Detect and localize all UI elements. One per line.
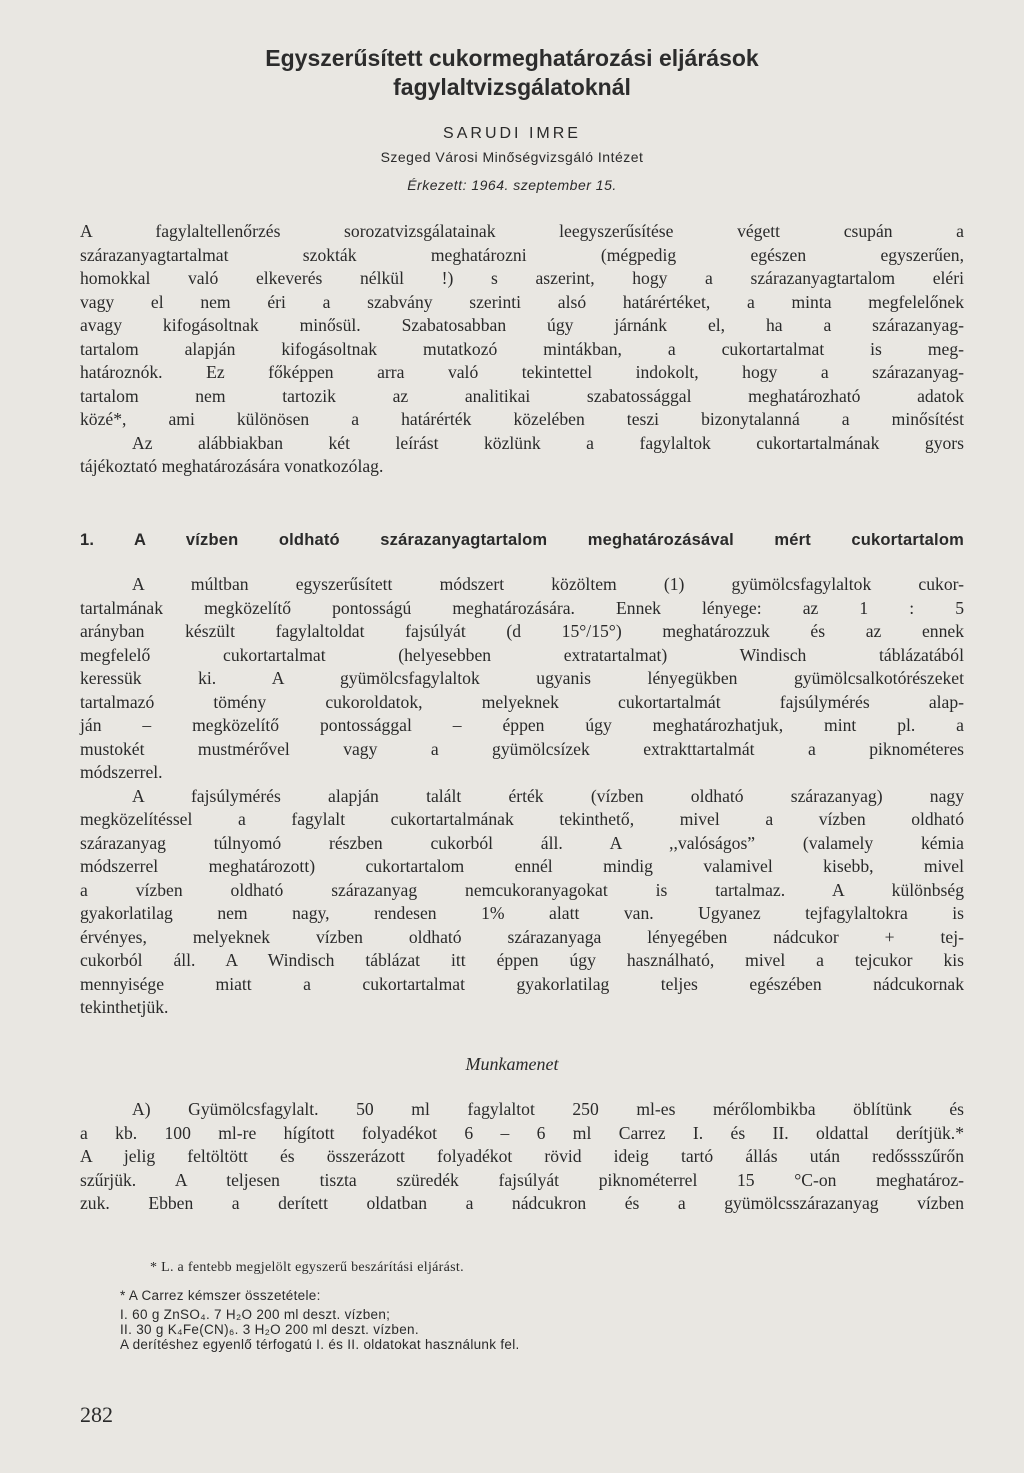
text-line: vagy el nem éri a szabvány szerinti alsó határértéket, a minta megfelelőnek [80,291,964,312]
text-line: szűrjük. A teljesen tiszta szüredék fajsúlyát piknométerrel 15 °C-on meghatároz- [80,1169,964,1190]
text-line: mustokét mustmérővel vagy a gyümölcsízek extrakttartalmát a piknométeres [80,738,964,759]
text-line: tájékoztató meghatározására vonatkozólag. [80,456,384,476]
page-number: 282 [80,1402,113,1427]
section-heading: 1. A vízben oldható szárazanyagtartalom meghatározásával mért cukortartalom [80,531,964,549]
method-paragraphs [80,1098,964,1216]
text-line: közé*, ami különösen a határérték közelében teszi bizonytalanná a minősítést [80,409,964,429]
footnote-2-line: II. 30 g K₄Fe(CN)₆. 3 H₂O 200 ml deszt. vízben. [120,1322,419,1337]
text-line: módszerrel meghatározott) cukortartalom ennél mindig valamivel kisebb, mivel [80,856,964,876]
text-line: A fajsúlymérés alapján talált érték (vízben oldható szárazanyag) nagy [132,785,964,806]
text-line: ján – megközelítő pontossággal – éppen úgy meghatározhatjuk, mint pl. a [80,715,964,735]
text-line: módszerrel. [80,762,163,782]
text-line: szárazanyag túlnyomó részben cukorból áll. A ,,valóságos” (valamely kémia [80,832,964,853]
text-line: A) Gyümölcsfagylalt. 50 ml fagylaltot 250 ml-es mérőlombikba öblítünk és [132,1099,964,1119]
article-title [0,44,1024,102]
text-line: tartalom alapján kifogásoltnak mutatkozó mintákban, a cukortartalmat is meg- [80,338,964,359]
footnote-2-line: I. 60 g ZnSO₄. 7 H₂O 200 ml deszt. vízben; [120,1307,391,1322]
intro-paragraphs [80,220,964,479]
text-line: megközelítéssel a fagylalt cukortartalmának tekinthető, mivel a vízben oldható [80,809,964,829]
text-line: cukorból áll. A Windisch táblázat itt éppen úgy használható, mivel a tejcukor kis [80,950,964,970]
text-line: a vízben oldható szárazanyag nemcukoranyagokat is tartalmaz. A különbség [80,879,964,900]
text-line: érvényes, melyeknek vízben oldható szárazanyaga lényegében nádcukor + tej- [80,926,964,947]
text-line: a kb. 100 ml-re hígított folyadékot 6 – 6 ml Carrez I. és II. oldattal derítjük.* [80,1122,964,1143]
text-line: megfelelő cukortartalmat (helyesebben extratartalmat) Windisch táblázatából [80,644,964,665]
footnote-2 [120,1288,780,1352]
text-line: arányban készült fagylaltoldat fajsúlyát (d 15°/15°) meghatározzuk és az ennek [80,621,964,641]
title-line-1: Egyszerűsített cukormeghatározási eljárások [265,45,759,71]
text-line: határoznók. Ez főképpen arra való tekintettel indokolt, hogy a szárazanyag- [80,362,964,382]
text-line: avagy kifogásoltnak minősül. Szabatosabban úgy járnánk el, ha a szárazanyag- [80,315,964,335]
text-line: szárazanyagtartalmat szokták meghatározni (mégpedig egészen egyszerűen, [80,244,964,265]
text-line: A jelig feltöltött és összerázott folyadékot rövid ideig tartó állás után redőssszűrőn [80,1146,964,1166]
received-date: Érkezett: 1964. szeptember 15. [407,177,617,193]
footnote-2-title: * A Carrez kémszer összetétele: [120,1288,321,1303]
footnote-1: * L. a fentebb megjelölt egyszerű beszárítási eljárást. [150,1260,464,1275]
text-line: tekinthetjük. [80,997,169,1017]
title-line-2: fagylaltvizsgálatoknál [393,74,631,100]
text-line: mennyisége miatt a cukortartalmat gyakorlatilag teljes egészében nádcukornak [80,973,964,994]
text-line: keressük ki. A gyümölcsfagylaltok ugyanis lényegükben gyümölcsalkotórészeket [80,668,964,688]
section1-paragraphs [80,573,964,1020]
text-line: tartalom nem tartozik az analitikai szabatossággal meghatározható adatok [80,385,964,406]
author-name: SARUDI IMRE [443,125,581,142]
text-line: zuk. Ebben a derített oldatban a nádcukron és a gyümölcsszárazanyag vízben [80,1193,964,1213]
author-institution: Szeged Városi Minőségvizsgáló Intézet [380,149,644,165]
footnote-2-line: A derítéshez egyenlő térfogatú I. és II. oldatokat használunk fel. [120,1337,520,1352]
text-line: tartalmazó tömény cukoroldatok, melyeknek cukortartalmát fajsúlymérés alap- [80,691,964,712]
method-subheading: Munkamenet [465,1054,559,1074]
text-line: tartalmának megközelítő pontosságú meghatározására. Ennek lényege: az 1 : 5 [80,597,964,618]
text-line: Az alábbiakban két leírást közlünk a fagylaltok cukortartalmának gyors [132,432,964,453]
text-line: gyakorlatilag nem nagy, rendesen 1% alatt van. Ugyanez tejfagylaltokra is [80,903,964,923]
text-line: homokkal való elkeverés nélkül !) s aszerint, hogy a szárazanyagtartalom eléri [80,268,964,288]
text-line: A múltban egyszerűsített módszert közöltem (1) gyümölcsfagylaltok cukor- [132,574,964,594]
text-line: A fagylaltellenőrzés sorozatvizsgálatainak leegyszerűsítése végett csupán a [80,221,964,241]
